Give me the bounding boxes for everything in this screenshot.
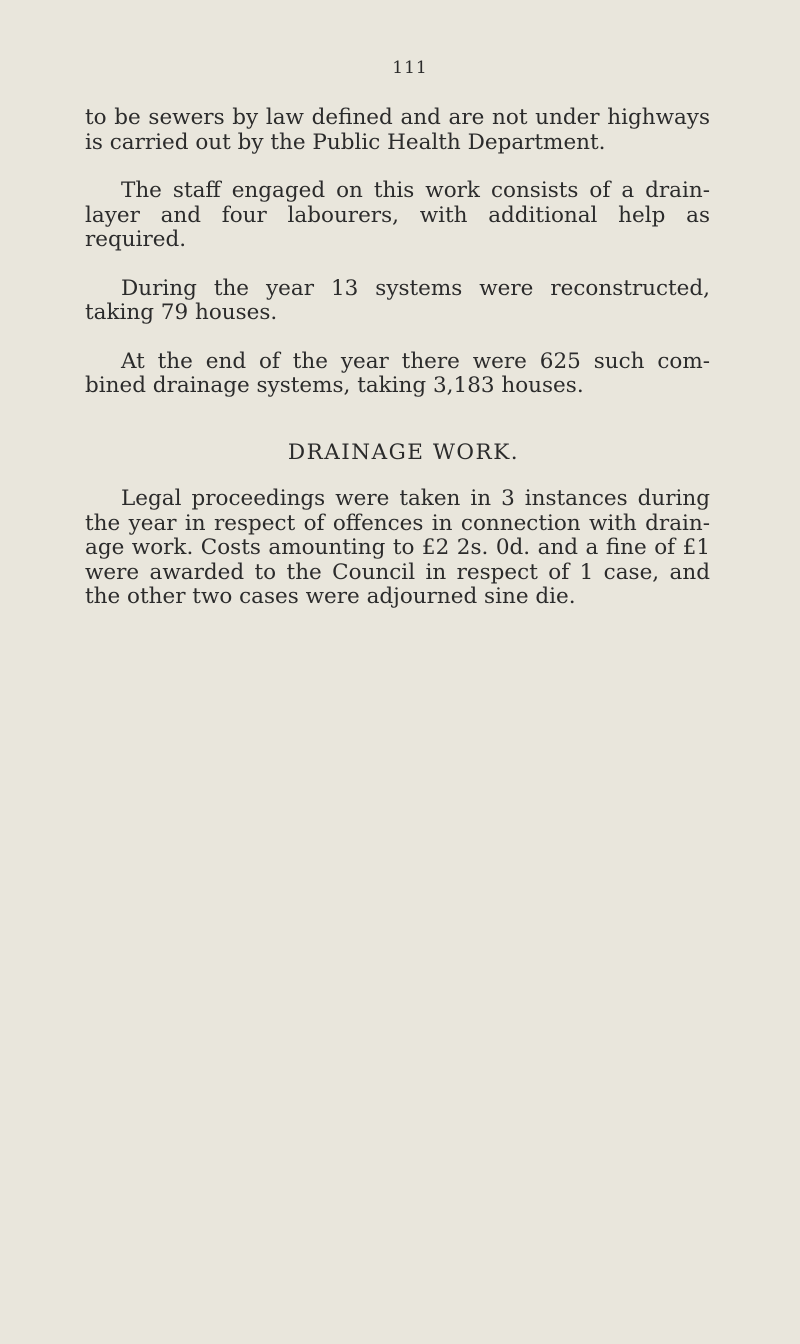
section-heading: DRAINAGE WORK. <box>287 439 520 465</box>
body-text <box>85 106 710 634</box>
paragraph-continuation: to be sewers by law defined and are not under highways is carried out by the Public Health Department. <box>85 105 710 155</box>
page-number: 111 <box>392 58 428 78</box>
paragraph-staff: The staff engaged on this work consists of a drain- layer and four labourers, with additional help as required. <box>85 178 710 252</box>
paragraph-reconstructed: During the year 13 systems were reconstructed, taking 79 houses. <box>85 275 710 325</box>
paragraph-combined-systems: At the end of the year there were 625 such com- bined drainage systems, taking 3,183 houses. <box>85 348 710 398</box>
paragraph-legal-proceedings: Legal proceedings were taken in 3 instances during the year in respect of offences in connection with drain- age work. Costs amounting to £2 2s. 0d. and a fine of £1 were awarded to the Council in respect of 1 case, and the other two cases were adjourned sine die. <box>85 486 710 609</box>
